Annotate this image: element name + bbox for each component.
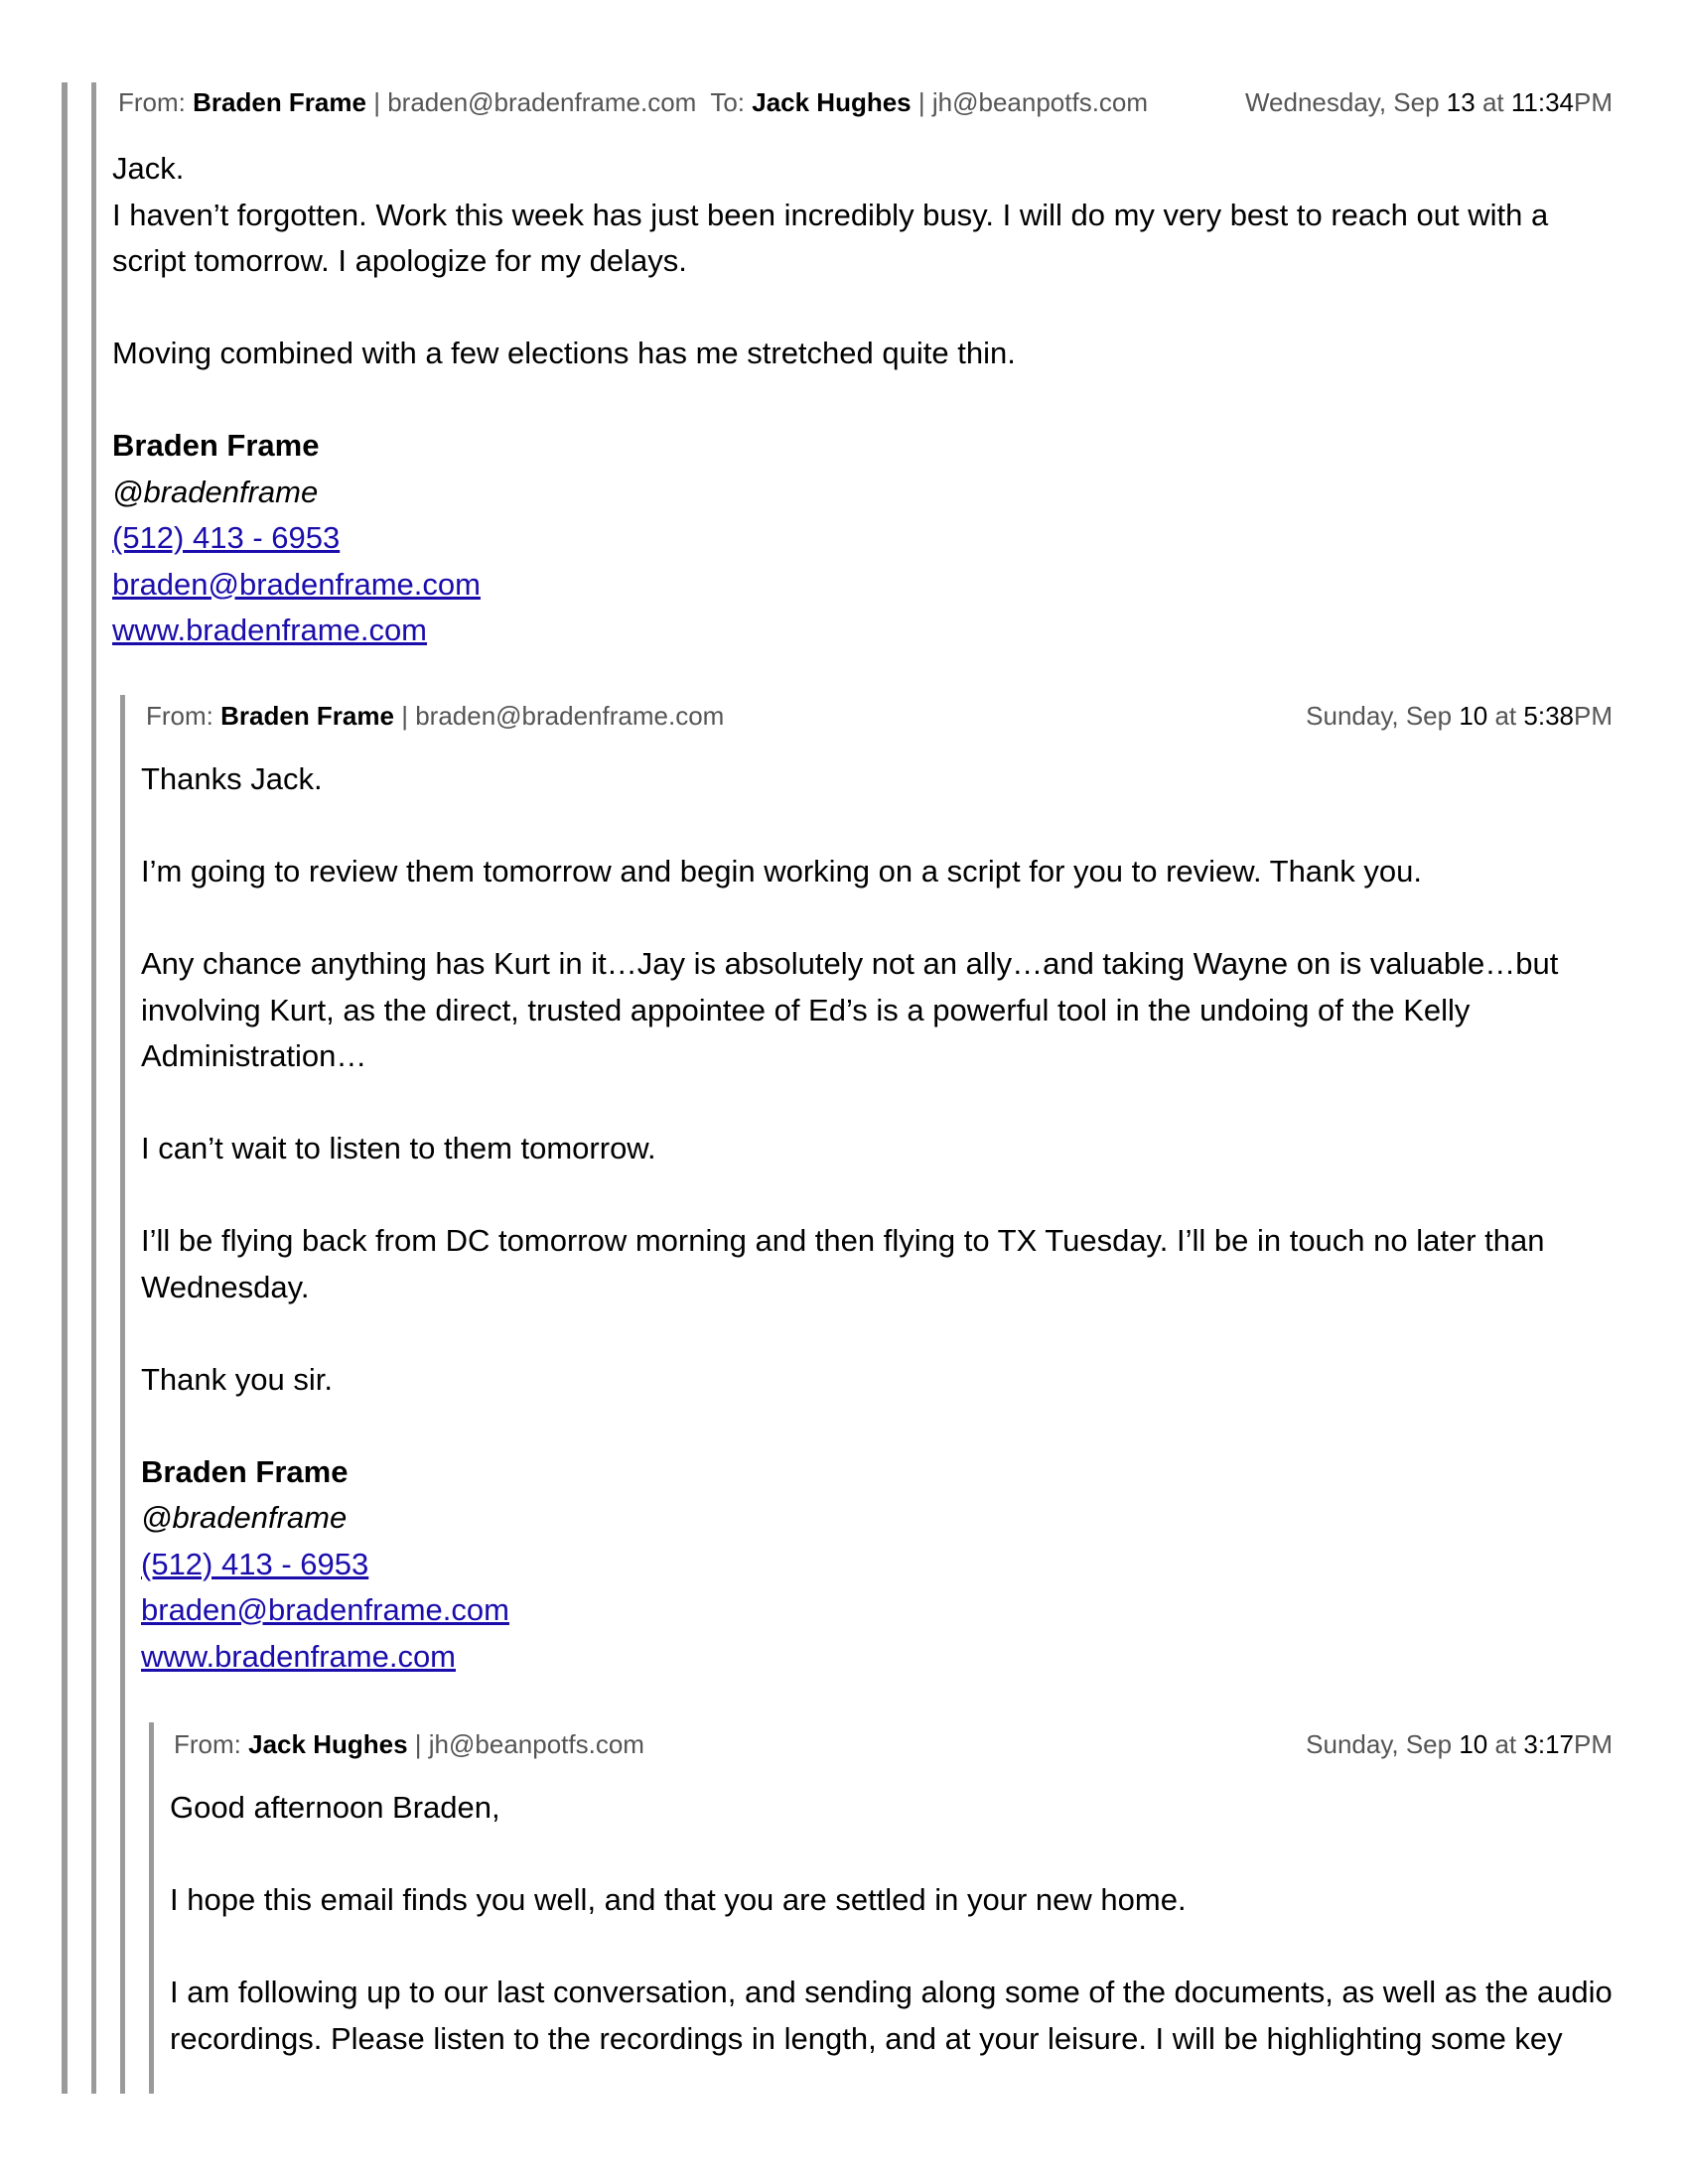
separator: |: [414, 1729, 422, 1759]
recipient-email: jh@beanpotfs.com: [931, 87, 1149, 117]
quote-bar-level-1: [62, 82, 68, 2094]
phone-link[interactable]: (512) 413 - 6953: [112, 520, 341, 555]
phone-link[interactable]: (512) 413 - 6953: [141, 1546, 369, 1581]
sender-name: Jack Hughes: [248, 1729, 408, 1759]
signature: [112, 423, 1613, 654]
message-body: [141, 756, 1613, 1680]
body-paragraph: Thank you sir.: [141, 1361, 333, 1397]
sender-email: braden@bradenframe.com: [415, 701, 725, 731]
signature-handle: @bradenframe: [112, 474, 319, 509]
quote-bar-level-2: [91, 82, 96, 2094]
body-paragraph: I am following up to our last conversation, and sending along some of the documents, as well as the audio recordings. Please listen to the recordings in length, and at your leisure. I will be highlighting some key: [170, 1975, 1613, 2056]
email-link[interactable]: braden@bradenframe.com: [141, 1592, 509, 1627]
recipient-name: Jack Hughes: [752, 87, 912, 117]
body-paragraph: Any chance anything has Kurt in it…Jay is absolutely not an ally…and taking Wayne on is valuable…but involving Kurt, as the direct, trusted appointee of Ed’s is a powerful tool in the undoing of the Kelly Administration…: [141, 946, 1559, 1073]
message-date: Wednesday, Sep 13 at 11:34PM: [1244, 87, 1613, 117]
message-header: [146, 701, 724, 731]
message-date: Sunday, Sep 10 at 3:17PM: [1306, 1729, 1613, 1759]
body-paragraph: Good afternoon Braden,: [170, 1790, 500, 1825]
signature: [141, 1449, 1613, 1681]
sender-name: Braden Frame: [220, 701, 394, 731]
body-paragraph: Moving combined with a few elections has me stretched quite thin.: [112, 336, 1016, 370]
website-link[interactable]: www.bradenframe.com: [112, 613, 428, 647]
message-body: [170, 1785, 1613, 2062]
sender-email: jh@beanpotfs.com: [428, 1729, 644, 1759]
message-header: [118, 87, 1148, 117]
to-label: To:: [710, 87, 745, 117]
message-header: [174, 1729, 644, 1759]
body-paragraph: I’m going to review them tomorrow and begin working on a script for you to review. Thank you.: [141, 854, 1422, 888]
sender-email: braden@bradenframe.com: [387, 87, 697, 117]
quote-bar-level-4: [149, 1722, 154, 2094]
from-label: From:: [118, 87, 186, 117]
sender-name: Braden Frame: [193, 87, 366, 117]
body-paragraph: I haven’t forgotten. Work this week has just been incredibly busy. I will do my very best to reach out with a script tomorrow. I apologize for my delays.: [112, 197, 1549, 278]
website-link[interactable]: www.bradenframe.com: [141, 1638, 457, 1674]
signature-name: Braden Frame: [141, 1453, 349, 1489]
body-paragraph: I’ll be flying back from DC tomorrow morning and then flying to TX Tuesday. I’ll be in touch no later than Wednesday.: [141, 1223, 1545, 1304]
quote-bar-level-3: [120, 695, 125, 2094]
email-link[interactable]: braden@bradenframe.com: [112, 566, 481, 602]
body-paragraph: I hope this email finds you well, and that you are settled in your new home.: [170, 1882, 1187, 1917]
separator: |: [917, 87, 925, 117]
signature-handle: @bradenframe: [141, 1500, 348, 1535]
from-label: From:: [146, 701, 213, 731]
message-date: Sunday, Sep 10 at 5:38PM: [1306, 701, 1613, 731]
from-label: From:: [174, 1729, 241, 1759]
separator: |: [373, 87, 380, 117]
body-paragraph: I can’t wait to listen to them tomorrow.: [141, 1131, 656, 1165]
body-paragraph: Thanks Jack.: [141, 761, 323, 796]
body-paragraph: Jack.: [112, 151, 185, 186]
signature-name: Braden Frame: [112, 428, 320, 463]
separator: |: [401, 701, 408, 731]
message-body: [112, 146, 1613, 654]
